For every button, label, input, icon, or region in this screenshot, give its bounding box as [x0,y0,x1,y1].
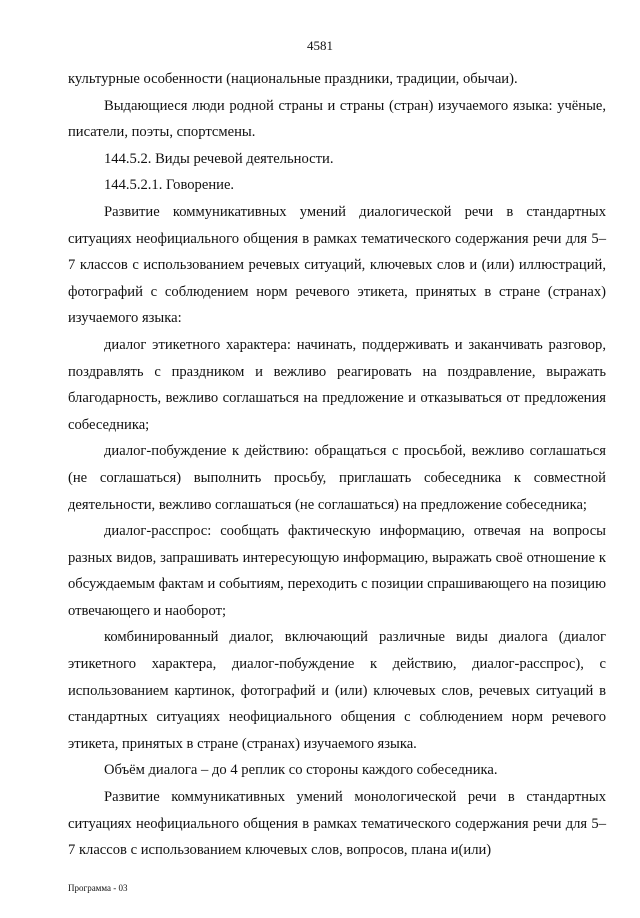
paragraph: диалог-побуждение к действию: обращаться с просьбой, вежливо соглашаться (не соглашаться) выполнить просьбу, приглашать собеседника к совместной деятельности, вежливо соглашаться (не соглашаться) на предложение собеседника; [68,443,606,513]
paragraph: культурные особенности (национальные праздники, традиции, обычаи). [68,71,518,87]
page-footer: Программа - 03 [68,883,128,893]
section-heading: 144.5.2. Виды речевой деятельности. [104,150,334,167]
subsection-heading: 144.5.2.1. Говорение. [104,177,235,194]
paragraph: комбинированный диалог, включающий различные виды диалога (диалог этикетного характера, диалог-побуждение к действию, диалог-расспрос), с использованием картинок, фотографий и (или) ключевых слов, речевых ситуаций в стандартных ситуациях неофициального общения с соблюдением норм речевого этикета, принятых в стране (странах) изучаемого языка. [68,629,606,752]
page-number: 4581 [307,38,333,53]
paragraph: диалог-расспрос: сообщать фактическую информацию, отвечая на вопросы разных видов, запрашивать интересующую информацию, выражать своё отношение к обсуждаемым фактам и событиям, переходить с позиции спрашивающего на позицию отвечающего и наоборот; [68,523,606,619]
paragraph: Объём диалога – до 4 реплик со стороны каждого собеседника. [104,762,498,779]
paragraph: Развитие коммуникативных умений монологической речи в стандартных ситуациях неофициального общения в рамках тематического содержания речи для 5–7 классов с использованием ключевых слов, вопросов, плана и(или) [68,789,606,859]
paragraph: Развитие коммуникативных умений диалогической речи в стандартных ситуациях неофициального общения в рамках тематического содержания речи для 5–7 классов с использованием речевых ситуаций, ключевых слов и (или) иллюстраций, фотографий с соблюдением норм речевого этикета, принятых в стране (странах) изучаемого языка: [68,203,606,327]
document-body [68,66,606,864]
paragraph: Выдающиеся люди родной страны и страны (стран) изучаемого языка: учёные, писатели, поэты, спортсмены. [68,97,606,141]
paragraph: диалог этикетного характера: начинать, поддерживать и заканчивать разговор, поздравлять с праздником и вежливо реагировать на поздравление, выражать благодарность, вежливо соглашаться на предложение и отказываться от предложения собеседника; [68,336,606,433]
